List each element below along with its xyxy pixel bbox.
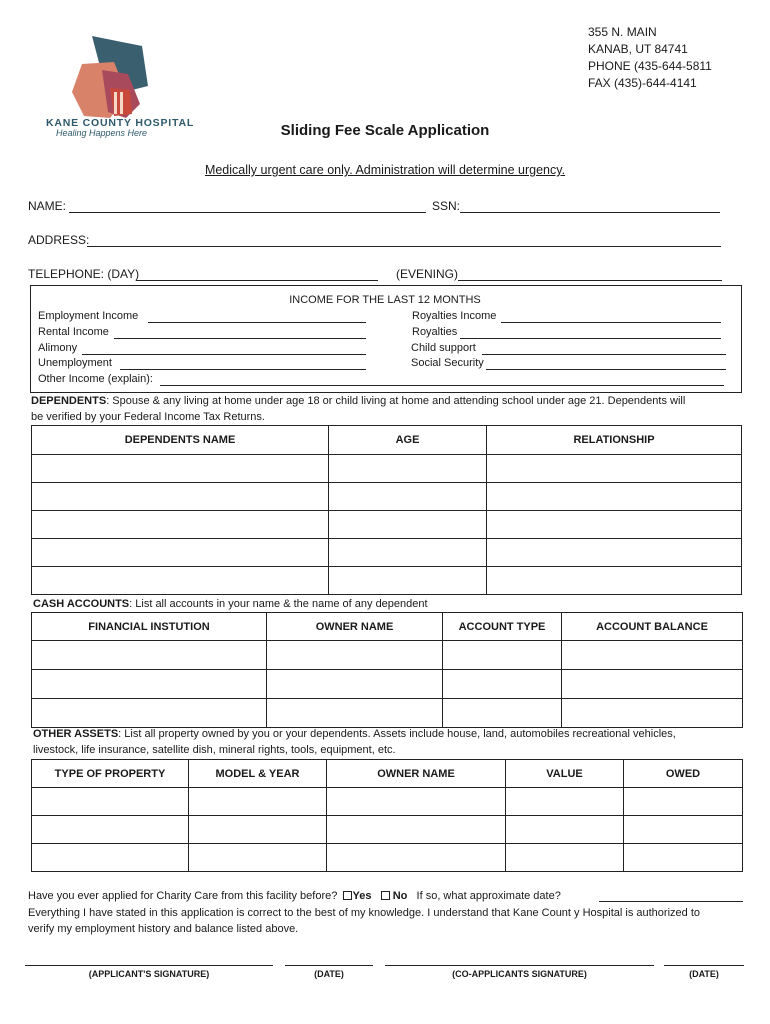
income-heading: INCOME FOR THE LAST 12 MONTHS <box>289 294 481 306</box>
telephone-day-field[interactable] <box>136 280 378 281</box>
table-row <box>32 567 742 595</box>
type-of-property-header: TYPE OF PROPERTY <box>32 760 189 788</box>
co-applicant-date-label: (DATE) <box>689 969 719 979</box>
name-label: NAME: <box>28 199 67 213</box>
co-applicant-date-field[interactable] <box>664 965 744 966</box>
charity-care-line <box>28 889 561 905</box>
table-cell[interactable] <box>32 641 267 670</box>
dependents-table <box>31 425 742 595</box>
table-cell[interactable] <box>624 816 743 844</box>
address-phone: PHONE (435-644-5811 <box>588 59 712 73</box>
table-cell[interactable] <box>562 641 743 670</box>
certification-line1: Everything I have stated in this application is correct to the best of my knowledge. I understand that Kane Count y Hospital is authorized to <box>28 907 700 919</box>
table-row <box>32 511 742 539</box>
account-type-header: ACCOUNT TYPE <box>443 613 562 641</box>
no-checkbox[interactable] <box>381 891 390 900</box>
table-row <box>32 670 743 699</box>
table-cell[interactable] <box>487 483 742 511</box>
page-subtitle: Medically urgent care only. Administration will determine urgency. <box>204 163 566 177</box>
certification-statement <box>28 906 753 937</box>
table-cell[interactable] <box>487 567 742 595</box>
logo-name: KANE COUNTY HOSPITAL <box>46 117 195 129</box>
rental-income-field[interactable] <box>114 338 366 339</box>
child-support-label: Child support <box>411 342 476 354</box>
employment-income-field[interactable] <box>148 322 366 323</box>
table-cell[interactable] <box>327 788 506 816</box>
other-assets-instructions <box>33 727 753 758</box>
table-cell[interactable] <box>443 641 562 670</box>
table-cell[interactable] <box>329 539 487 567</box>
table-row <box>32 844 743 872</box>
co-applicant-signature-field[interactable] <box>385 965 654 966</box>
dependents-instructions <box>31 394 751 425</box>
royalties-income-field[interactable] <box>501 322 721 323</box>
account-balance-header: ACCOUNT BALANCE <box>562 613 743 641</box>
table-row <box>32 816 743 844</box>
table-row <box>32 699 743 728</box>
unemployment-label: Unemployment <box>38 357 112 369</box>
royalties-field[interactable] <box>460 338 721 339</box>
alimony-label: Alimony <box>38 342 78 354</box>
no-label: No <box>392 890 408 902</box>
social-security-field[interactable] <box>486 369 726 370</box>
table-row <box>32 483 742 511</box>
value-header: VALUE <box>506 760 624 788</box>
applicant-date-label: (DATE) <box>314 969 344 979</box>
dependents-text-line1: : Spouse & any living at home under age 18 or child living at home and attending school under age 21. Dependents will <box>106 395 686 407</box>
address-field[interactable] <box>87 246 721 247</box>
certification-line2: verify my employment history and balance listed above. <box>28 922 299 935</box>
address-fax: FAX (435)-644-4141 <box>588 76 697 90</box>
telephone-evening-label: (EVENING) <box>396 267 459 281</box>
cash-accounts-instructions <box>33 597 753 613</box>
table-cell[interactable] <box>329 483 487 511</box>
social-security-label: Social Security <box>411 357 484 369</box>
other-assets-label: OTHER ASSETS <box>33 728 119 740</box>
telephone-evening-field[interactable] <box>458 280 722 281</box>
dependents-age-header: AGE <box>329 426 487 455</box>
dependents-name-header: DEPENDENTS NAME <box>32 426 329 455</box>
table-cell[interactable] <box>32 511 329 539</box>
table-cell[interactable] <box>562 670 743 699</box>
royalties-label: Royalties <box>412 326 458 338</box>
charity-care-date-field[interactable] <box>599 901 743 902</box>
employment-income-label: Employment Income <box>38 310 139 322</box>
table-row <box>32 539 742 567</box>
table-cell[interactable] <box>32 567 329 595</box>
page-title: Sliding Fee Scale Application <box>280 122 490 139</box>
table-cell[interactable] <box>267 670 443 699</box>
owed-header: OWED <box>624 760 743 788</box>
table-cell[interactable] <box>329 567 487 595</box>
charity-care-followup: If so, what approximate date? <box>416 890 561 902</box>
alimony-field[interactable] <box>82 354 366 355</box>
ssn-label: SSN: <box>432 199 461 213</box>
logo-tagline: Healing Happens Here <box>56 128 148 138</box>
yes-label: Yes <box>352 890 372 902</box>
table-cell[interactable] <box>327 844 506 872</box>
applicant-date-field[interactable] <box>285 965 373 966</box>
table-cell[interactable] <box>329 455 487 483</box>
table-cell[interactable] <box>32 699 267 728</box>
table-cell[interactable] <box>32 455 329 483</box>
address-street: 355 N. MAIN <box>588 25 657 39</box>
table-cell[interactable] <box>189 816 327 844</box>
other-assets-text-line1: : List all property owned by you or your dependents. Assets include house, land, automobiles recreational vehicles, <box>118 728 676 740</box>
address-city: KANAB, UT 84741 <box>588 42 688 56</box>
table-cell[interactable] <box>329 511 487 539</box>
dependents-label: DEPENDENTS <box>31 395 107 407</box>
child-support-field[interactable] <box>482 354 726 355</box>
table-row <box>32 455 742 483</box>
table-cell[interactable] <box>487 511 742 539</box>
cash-accounts-text: : List all accounts in your name & the name of any dependent <box>129 598 428 610</box>
telephone-day-label: TELEPHONE: (DAY) <box>28 267 140 281</box>
charity-care-question: Have you ever applied for Charity Care from this facility before? <box>28 890 338 902</box>
co-applicant-signature-label: (CO-APPLICANTS SIGNATURE) <box>452 969 587 979</box>
table-cell[interactable] <box>506 844 624 872</box>
table-cell[interactable] <box>562 699 743 728</box>
cash-accounts-label: CASH ACCOUNTS <box>33 598 130 610</box>
ssn-field[interactable] <box>460 212 720 213</box>
royalties-income-label: Royalties Income <box>412 310 497 322</box>
table-cell[interactable] <box>267 641 443 670</box>
table-cell[interactable] <box>624 844 743 872</box>
financial-institution-header: FINANCIAL INSTUTION <box>32 613 267 641</box>
other-income-label: Other Income (explain): <box>38 373 153 385</box>
table-cell[interactable] <box>267 699 443 728</box>
table-cell[interactable] <box>32 788 189 816</box>
address-label: ADDRESS: <box>28 233 90 247</box>
table-cell[interactable] <box>32 670 267 699</box>
rental-income-label: Rental Income <box>38 326 109 338</box>
dependents-relationship-header: RELATIONSHIP <box>487 426 742 455</box>
table-cell[interactable] <box>506 816 624 844</box>
table-row <box>32 788 743 816</box>
applicant-signature-field[interactable] <box>25 965 273 966</box>
owner-name-header: OWNER NAME <box>327 760 506 788</box>
table-cell[interactable] <box>189 788 327 816</box>
table-cell[interactable] <box>443 670 562 699</box>
table-cell[interactable] <box>443 699 562 728</box>
name-field[interactable] <box>69 212 426 213</box>
dependents-text-line2: be verified by your Federal Income Tax Returns. <box>31 410 265 423</box>
table-cell[interactable] <box>32 816 189 844</box>
table-cell[interactable] <box>32 844 189 872</box>
other-assets-text-line2: livestock, life insurance, satellite dish, mineral rights, tools, equipment, etc. <box>33 743 396 756</box>
table-row <box>32 641 743 670</box>
table-cell[interactable] <box>624 788 743 816</box>
cash-accounts-table <box>31 612 743 728</box>
table-cell[interactable] <box>189 844 327 872</box>
other-income-field[interactable] <box>160 385 724 386</box>
applicant-signature-label: (APPLICANT'S SIGNATURE) <box>88 969 210 979</box>
table-cell[interactable] <box>487 539 742 567</box>
table-cell[interactable] <box>487 455 742 483</box>
table-cell[interactable] <box>506 788 624 816</box>
model-year-header: MODEL & YEAR <box>189 760 327 788</box>
table-cell[interactable] <box>327 816 506 844</box>
table-cell[interactable] <box>32 539 329 567</box>
other-assets-table <box>31 759 743 872</box>
unemployment-field[interactable] <box>120 369 366 370</box>
owner-name-header: OWNER NAME <box>267 613 443 641</box>
table-cell[interactable] <box>32 483 329 511</box>
